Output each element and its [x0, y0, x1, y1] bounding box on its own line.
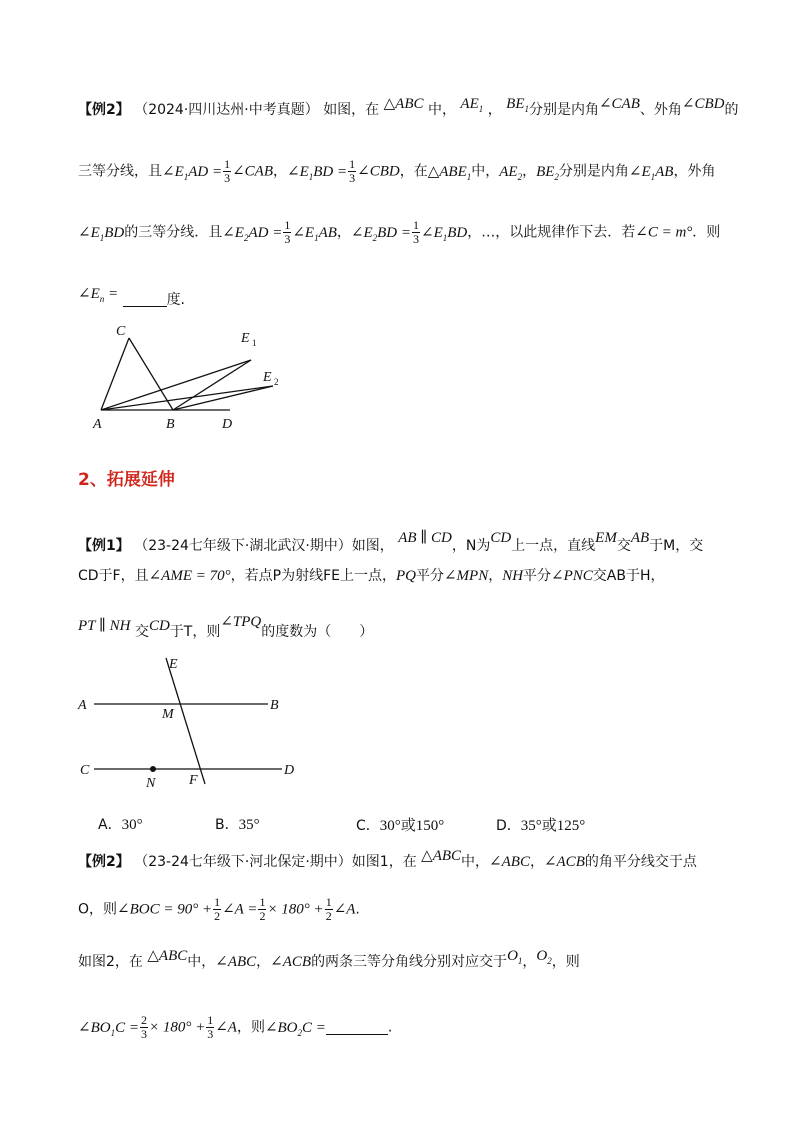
- ex2-bottom-line1: 【例2】 （23-24七年级下·河北保定·期中）如图1，在 △ABC中，∠ABC，∠ACB的角平分线交于点: [78, 848, 697, 870]
- point-N: [150, 766, 156, 772]
- label-D: D: [284, 763, 295, 778]
- option-d[interactable]: D．35°或125°: [496, 818, 586, 834]
- ex1-line3: PT ∥ NH 交CD于T，则∠TPQ的度数为（ ）: [78, 614, 374, 640]
- ex2-bottom-line2: O，则∠BOC = 90° + $\frac{1}{2}$ ∠A = $\frac{1}{2}$ × 180° + $\frac{1}{2}$ ∠A.: [78, 895, 360, 923]
- ex2-top-line4: $\angle E_n$ = 度.: [78, 286, 186, 308]
- option-c[interactable]: C．30°或150°: [356, 818, 445, 834]
- label-F: F: [189, 773, 198, 788]
- ex2-bottom-line3: 如图2，在 △ABC中，∠ABC，∠ACB的两条三等分角线分别对应交于$O_1$，$O_2$，则: [78, 948, 580, 970]
- answer-blank[interactable]: [326, 1020, 388, 1035]
- svg-text:1: 1: [252, 338, 257, 348]
- example-tag: 【例2】: [78, 854, 130, 870]
- example-source: （2024·四川达州·中考真题）: [134, 102, 319, 118]
- label-E2: E: [263, 370, 272, 385]
- option-b[interactable]: B．35°: [215, 817, 260, 833]
- label-A: A: [78, 698, 87, 713]
- label-B: B: [270, 698, 279, 713]
- section-title: 2、拓展延伸: [78, 470, 175, 490]
- figure-parallel-lines: [72, 654, 312, 794]
- label-D: D: [222, 417, 233, 432]
- ex1-line1: 【例1】 （23-24七年级下·湖北武汉·期中）如图， AB ∥ CD，N为CD上一点，直线EM交AB于M，交: [78, 530, 704, 554]
- example-tag: 【例2】: [78, 102, 130, 118]
- svg-text:2: 2: [274, 377, 279, 387]
- label-C: C: [80, 763, 90, 778]
- example-tag: 【例1】: [78, 538, 130, 554]
- example-source: （23-24七年级下·湖北武汉·期中）: [134, 538, 352, 554]
- ex2-top-line1: 【例2】 （2024·四川达州·中考真题） 如图，在 △ABC 中， $AE_1$ ， $BE_1$分别是内角∠CAB、外角∠CBD的: [78, 96, 739, 118]
- label-N: N: [146, 776, 156, 791]
- label-C: C: [116, 324, 126, 339]
- label-A: A: [93, 417, 102, 432]
- label-B: B: [166, 417, 175, 432]
- ex1-line2: CD于F，且∠AME = 70°，若点P为射线FE上一点，PQ平分∠MPN，NH平分∠PNC交AB于H，: [78, 568, 665, 584]
- option-a[interactable]: A．30°: [98, 817, 143, 833]
- answer-blank[interactable]: [123, 292, 167, 307]
- ex2-top-line2: 三等分线，且$\angle E_1AD$ = $\frac{1}{3}$ ∠CAB，$\angle E_1BD$ = $\frac{1}{3}$ ∠CBD，在$\triangle ABE_1$中，$AE_2$，$BE_2$分别是内角$\angle E_1AB$，外角: [78, 157, 716, 185]
- label-M: M: [162, 707, 174, 722]
- label-E: E: [169, 657, 178, 672]
- ex2-bottom-line4: $\angle BO_1C$ = $\frac{2}{3}$ × 180° + $\frac{1}{3}$ ∠A，则$\angle BO_2C$ = .: [78, 1013, 393, 1041]
- label-E1: E: [241, 331, 250, 346]
- figure-triangle-trisectors: [80, 318, 300, 438]
- ex2-top-line3: $\angle E_1BD$的三等分线．且$\angle E_2AD$ = $\frac{1}{3}$ $\angle E_1AB$，$\angle E_2BD$ = $\frac{1}{3}$ $\angle E_1BD$，…，以此规律作下去．若∠C = m°．则: [78, 218, 721, 246]
- example-source: （23-24七年级下·河北保定·期中）: [134, 854, 352, 870]
